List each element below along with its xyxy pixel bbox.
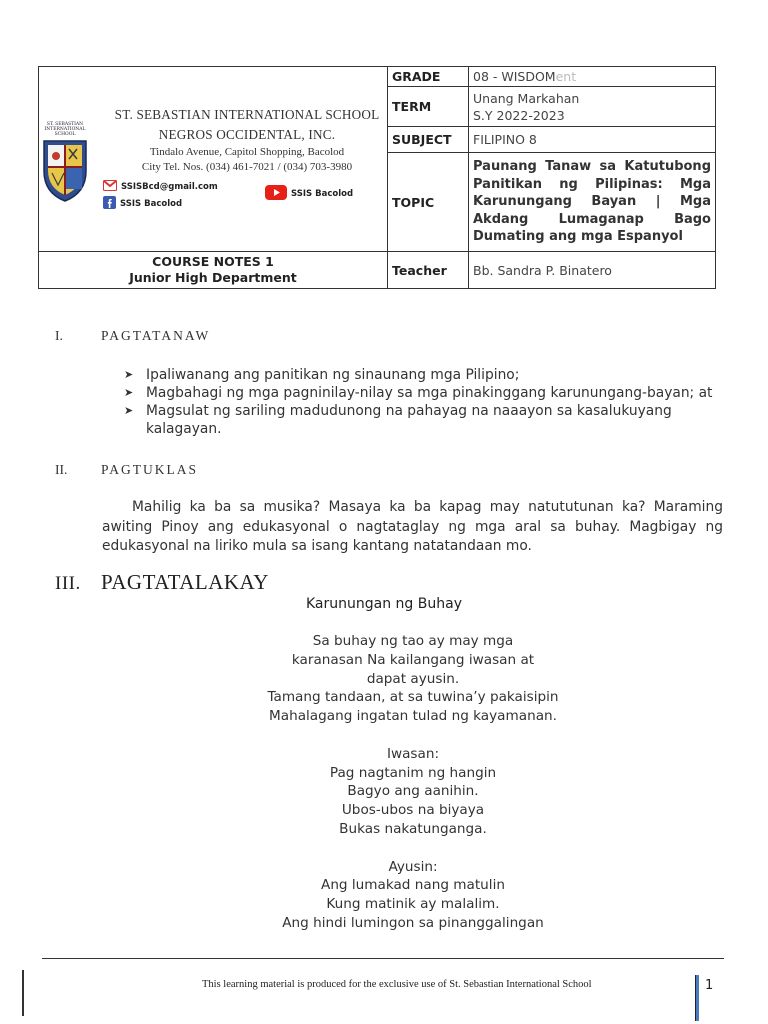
poem-line: karanasan Na kailangang iwasan at [291,651,535,668]
course-notes-cell [39,252,388,289]
poem-line: Mahalagang ingatan tulad ng kayamanan. [269,708,557,725]
section-title: PAGTUKLAS [101,462,199,477]
email-contact[interactable] [103,180,218,194]
email-text: SSISBcd@gmail.com [121,182,218,192]
poem-line: Ang hindi lumingon sa pinanggalingan [282,914,544,931]
school-phone: City Tel. Nos. (034) 461-7021 / (034) 703-3980 [141,161,353,173]
list-item [124,366,714,384]
school-address [113,145,381,175]
term-line2: S.Y 2022-2023 [473,107,565,123]
poem-line: Pag nagtanim ng hangin [329,764,497,781]
gmail-icon [103,180,117,194]
section-title: PAGTATANAW [101,328,211,343]
footer-notice: This learning material is produced for the exclusive use of St. Sebastian International School [202,979,592,990]
poem-line: Bukas nakatunganga. [339,820,487,837]
paragraph-text: Mahilig ka ba sa musika? Masaya ka ba kapag may natututunan ka? Maraming awiting Pinoy ang edukasyonal o nagtataglay ng mga aral sa buhay. Magbigay ng edukasyonal na liriko mula sa isang kantang natatandaan mo. [102,499,723,554]
poem-line: Ubos-ubos na biyaya [341,802,485,819]
topic-label: TOPIC [388,153,469,252]
poem-line: Tamang tandaan, at sa tuwina’y pakaisipin [267,689,559,706]
section-pagtuklas-heading [55,462,198,478]
footer-divider [42,958,724,959]
facebook-icon [103,196,116,212]
footer-left-bar [22,970,24,1016]
poem-line: Ang lumakad nang matulin [321,877,505,894]
school-info-cell [39,67,388,252]
subject-value: FILIPINO 8 [469,127,716,153]
school-name [113,105,381,145]
poem-stanza-3 [0,858,768,933]
term-value [469,86,716,127]
poem-line: Ayusin: [388,858,438,875]
term-line1: Unang Markahan [473,90,580,106]
topic-value: Paunang Tanaw sa Katutubong Panitikan ng Pilipinas: Mga Karunungang Bayan | Mga Akdang Lumaganap Bago Dumating ang mga Espanyol [469,153,716,252]
grade-ghost-text: ent [555,68,577,84]
list-item [124,402,714,438]
section-number: III. [55,573,81,594]
header-table [38,66,716,289]
list-item-text: Magbahagi ng mga pagninilay-nilay sa mga pinakinggang karunungang-bayan; at [146,385,713,401]
arrow-bullet-icon: ➤ [124,368,134,381]
poem-title: Karunungan ng Buhay [306,596,462,612]
school-address-line: Tindalo Avenue, Capitol Shopping, Bacolod [149,146,345,158]
crest-caption: ST. SEBASTIAN INTERNATIONAL SCHOOL [44,122,86,137]
teacher-label: Teacher [388,252,469,289]
list-item-text: Magsulat ng sariling madudunong na pahayag na naaayon sa kasalukuyang kalagayan. [146,403,672,437]
poem-line: Iwasan: [386,745,440,762]
poem-line: Sa buhay ng tao ay may mga [312,633,514,649]
youtube-contact[interactable] [265,185,353,203]
poem-line: Kung matinik ay malalim. [326,896,500,913]
grade-value [469,67,716,87]
list-item [124,384,714,402]
school-name-line1: ST. SEBASTIAN INTERNATIONAL SCHOOL [114,107,380,122]
term-label: TERM [388,86,469,127]
list-item-text: Ipaliwanang ang panitikan ng sinaunang mga Pilipino; [146,367,520,383]
section-number: II. [55,462,68,477]
arrow-bullet-icon: ➤ [124,404,134,417]
poem-body [0,632,768,952]
teacher-value: Bb. Sandra P. Binatero [469,252,716,289]
facebook-contact[interactable] [103,196,182,212]
youtube-text: SSIS Bacolod [291,189,354,199]
facebook-text: SSIS Bacolod [120,199,183,209]
poem-stanza-2 [0,745,768,839]
arrow-bullet-icon: ➤ [124,386,134,399]
footer-right-bar [695,975,699,1021]
youtube-icon [265,185,287,203]
subject-label: SUBJECT [388,127,469,153]
grade-label: GRADE [388,67,469,87]
section-number: I. [55,328,63,343]
pagtuklas-paragraph [102,498,723,557]
grade-value-text: 08 - WISDOM [473,68,556,84]
course-notes-title: COURSE NOTES 1 [152,254,274,269]
objectives-list [124,366,714,438]
school-crest [41,122,89,204]
section-title: PAGTATALAKAY [101,570,269,594]
poem-stanza-1 [0,632,768,726]
department-name: Junior High Department [129,270,297,285]
poem-line: dapat ayusin. [366,670,460,687]
section-pagtatanaw-heading [55,328,210,344]
page-number: 1 [705,978,714,993]
poem-line: Bagyo ang aanihin. [347,783,479,800]
section-pagtatalakay-heading [55,570,269,595]
school-name-line2: NEGROS OCCIDENTAL, INC. [158,127,336,142]
